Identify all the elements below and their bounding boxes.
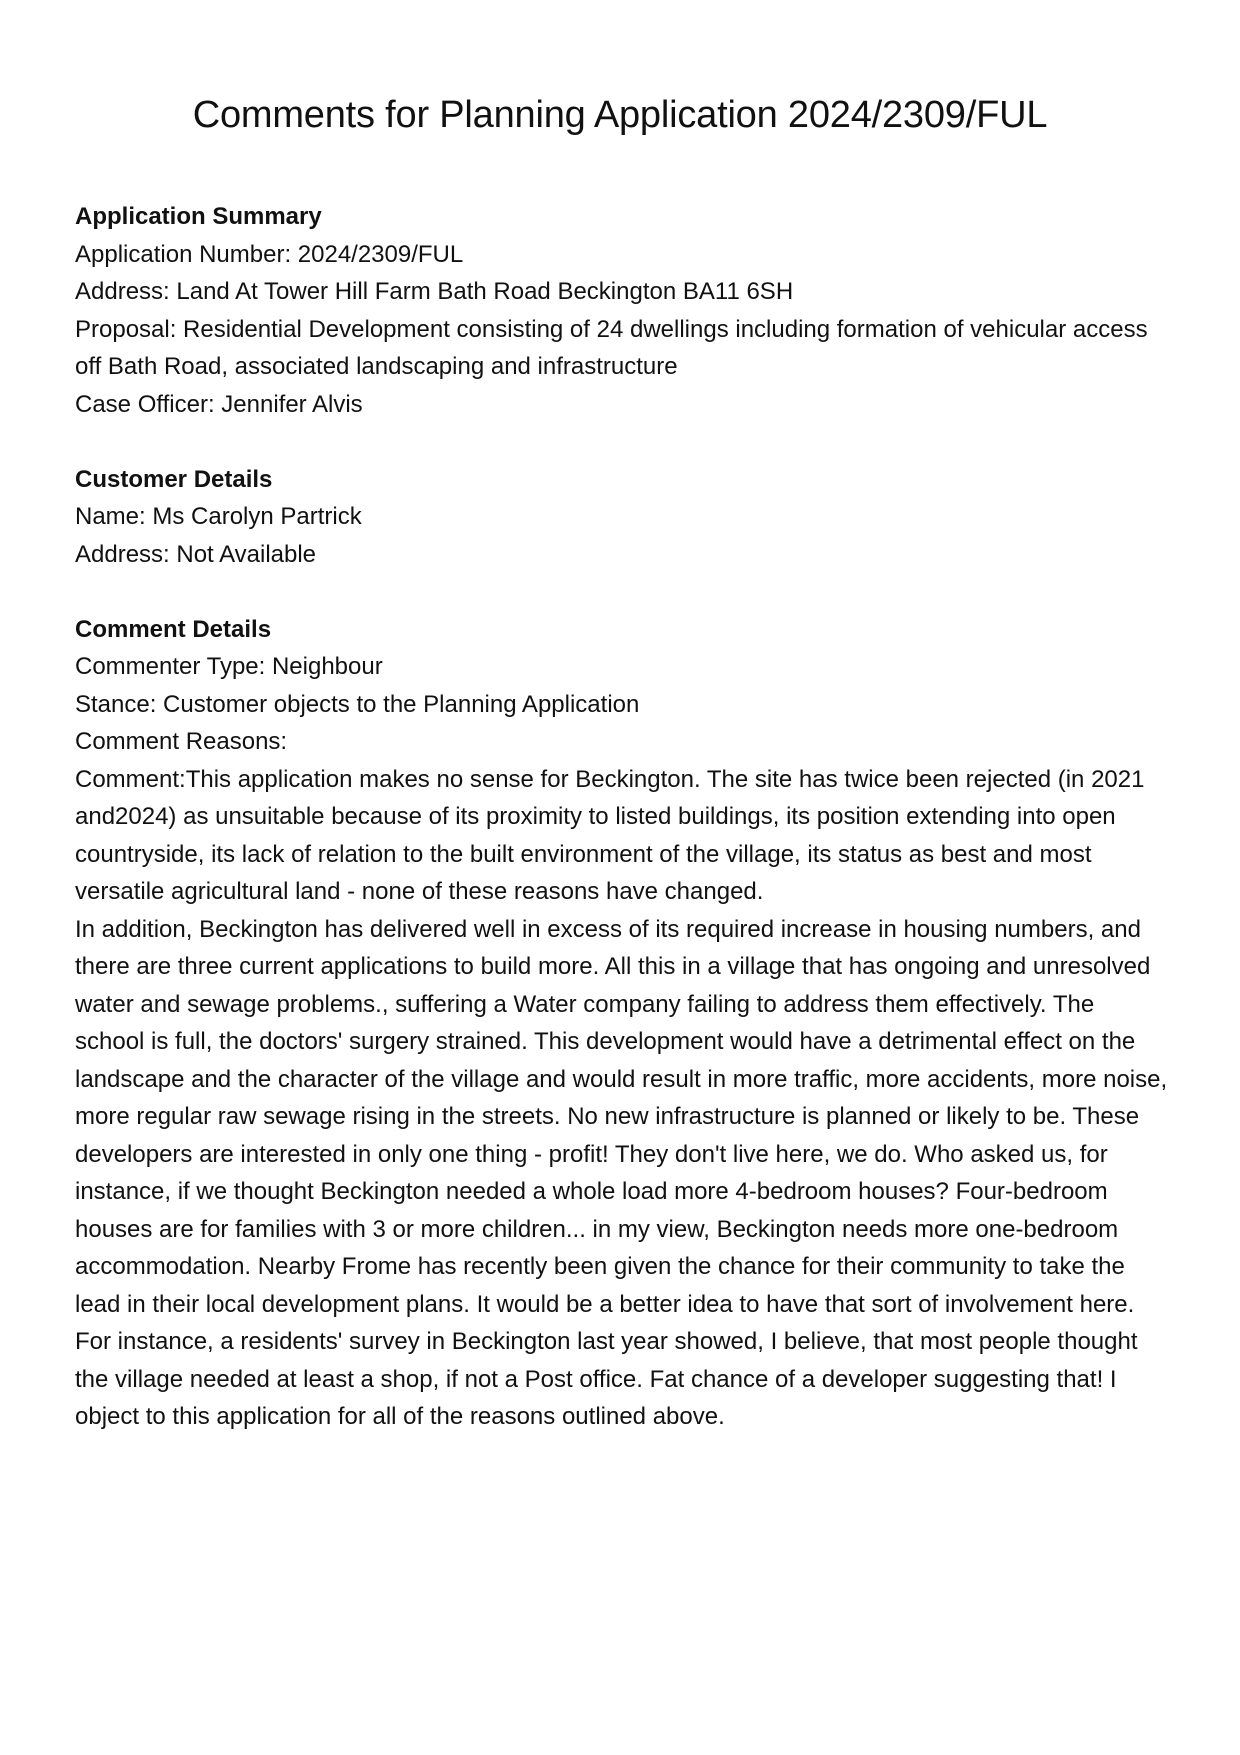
case-officer: Case Officer: Jennifer Alvis bbox=[75, 390, 363, 418]
stance: Stance: Customer objects to the Planning Application bbox=[75, 690, 640, 718]
application-summary-section bbox=[75, 198, 1170, 423]
comment-details-section bbox=[75, 611, 1170, 1436]
application-number: Application Number: 2024/2309/FUL bbox=[75, 240, 464, 268]
page-title: Comments for Planning Application 2024/2309/FUL bbox=[192, 94, 1048, 136]
commenter-type: Commenter Type: Neighbour bbox=[75, 653, 383, 680]
comment-paragraph-1: Comment:This application makes no sense for Beckington. The site has twice been rejected (in 2021 and2024) as unsuitable because of its proximity to listed buildings, its position extending into open countryside, its lack of relation to the built environment of the village, its status as best and most versatile agricultural land - none of these reasons have changed. bbox=[75, 765, 1145, 905]
customer-details-heading: Customer Details bbox=[75, 465, 273, 493]
application-summary-heading: Application Summary bbox=[75, 203, 322, 230]
document-content bbox=[75, 198, 1170, 1473]
customer-details-section bbox=[75, 461, 1170, 574]
application-address: Address: Land At Tower Hill Farm Bath Road Beckington BA11 6SH bbox=[75, 278, 794, 305]
customer-name: Name: Ms Carolyn Partrick bbox=[75, 503, 362, 530]
comment-reasons: Comment Reasons: bbox=[75, 728, 288, 755]
proposal: Proposal: Residential Development consisting of 24 dwellings including formation of vehicular access off Bath Road, associated landscaping and infrastructure bbox=[75, 315, 1148, 380]
customer-address: Address: Not Available bbox=[75, 540, 317, 568]
comment-paragraph-2: In addition, Beckington has delivered well in excess of its required increase in housing numbers, and there are three current applications to build more. All this in a village that has ongoing and unresolved water and sewage problems., suffering a Water company failing to address them effectively. The school is full, the doctors' surgery strained. This development would have a detrimental effect on the landscape and the character of the village and would result in more traffic, more accidents, more noise, more regular raw sewage rising in the streets. No new infrastructure is planned or likely to be. These developers are interested in only one thing - profit! They don't live here, we do. Who asked us, for instance, if we thought Beckington needed a whole load more 4-bedroom houses? Four-bedroom houses are for families with 3 or more children... in my view, Beckington needs more one-bedroom accommodation. Nearby Frome has recently been given the chance for their community to take the lead in their local development plans. It would be a better idea to have that sort of involvement here. For instance, a residents' survey in Beckington last year showed, I believe, that most people thought the village needed at least a shop, if not a Post office. Fat chance of a developer suggesting that! I object to this application for all of the reasons outlined above. bbox=[75, 915, 1168, 1430]
comment-details-heading: Comment Details bbox=[75, 615, 272, 643]
